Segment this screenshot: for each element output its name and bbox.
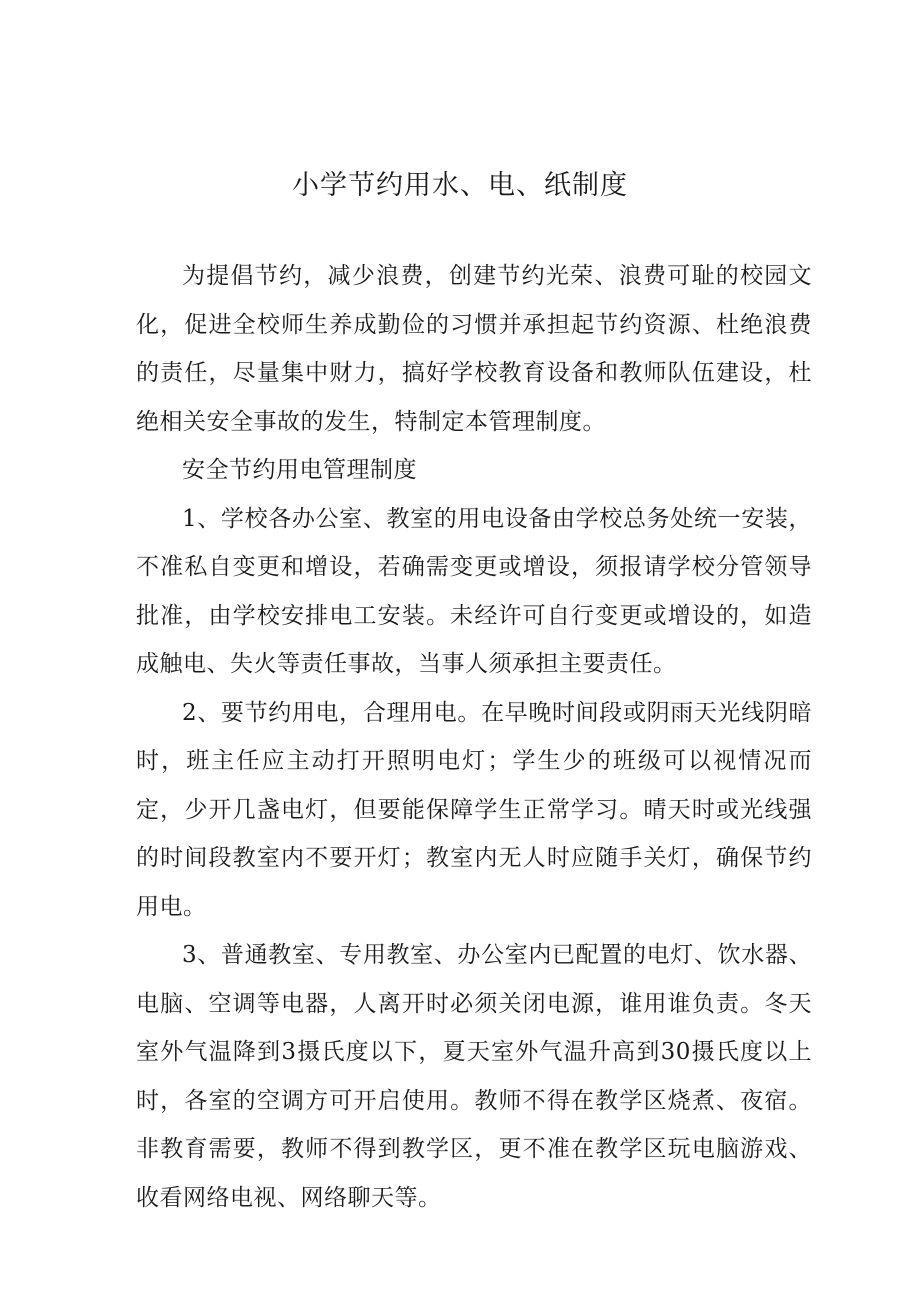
- rule-paragraph-1: 1、学校各办公室、教室的用电设备由学校总务处统一安装，不准私自变更和增设，若确需变更或增设，须报请学校分管领导批准，由学校安排电工安装。未经许可自行变更或增设的，如造成触电、失火等责任事故，当事人须承担主要责任。: [136, 505, 812, 677]
- rule-paragraph-3: 3、普通教室、专用教室、办公室内已配置的电灯、饮水器、电脑、空调等电器，人离开时必须关闭电源，谁用谁负责。冬天室外气温降到3摄氏度以下，夏天室外气温升高到30摄氏度以上时，各室的空调方可开启使用。教师不得在教学区烧煮、夜宿。非教育需要，教师不得到教学区，更不准在教学区玩电脑游戏、收看网络电视、网络聊天等。: [136, 942, 812, 1211]
- section-heading: 安全节约用电管理制度: [182, 457, 417, 483]
- document-title: 小学节约用水、电、纸制度: [292, 170, 628, 201]
- intro-paragraph: 为提倡节约，减少浪费，创建节约光荣、浪费可耻的校园文化，促进全校师生养成勤俭的习惯并承担起节约资源、杜绝浪费的责任，尽量集中财力，搞好学校教育设备和教师队伍建设，杜绝相关安全事故的发生，特制定本管理制度。: [136, 263, 812, 435]
- document-body: [136, 252, 812, 1222]
- rule-paragraph-2: 2、要节约用电，合理用电。在早晚时间段或阴雨天光线阴暗时，班主任应主动打开照明电灯；学生少的班级可以视情况而定，少开几盏电灯，但要能保障学生正常学习。晴天时或光线强的时间段教室内不要开灯；教室内无人时应随手关灯，确保节约用电。: [136, 699, 812, 920]
